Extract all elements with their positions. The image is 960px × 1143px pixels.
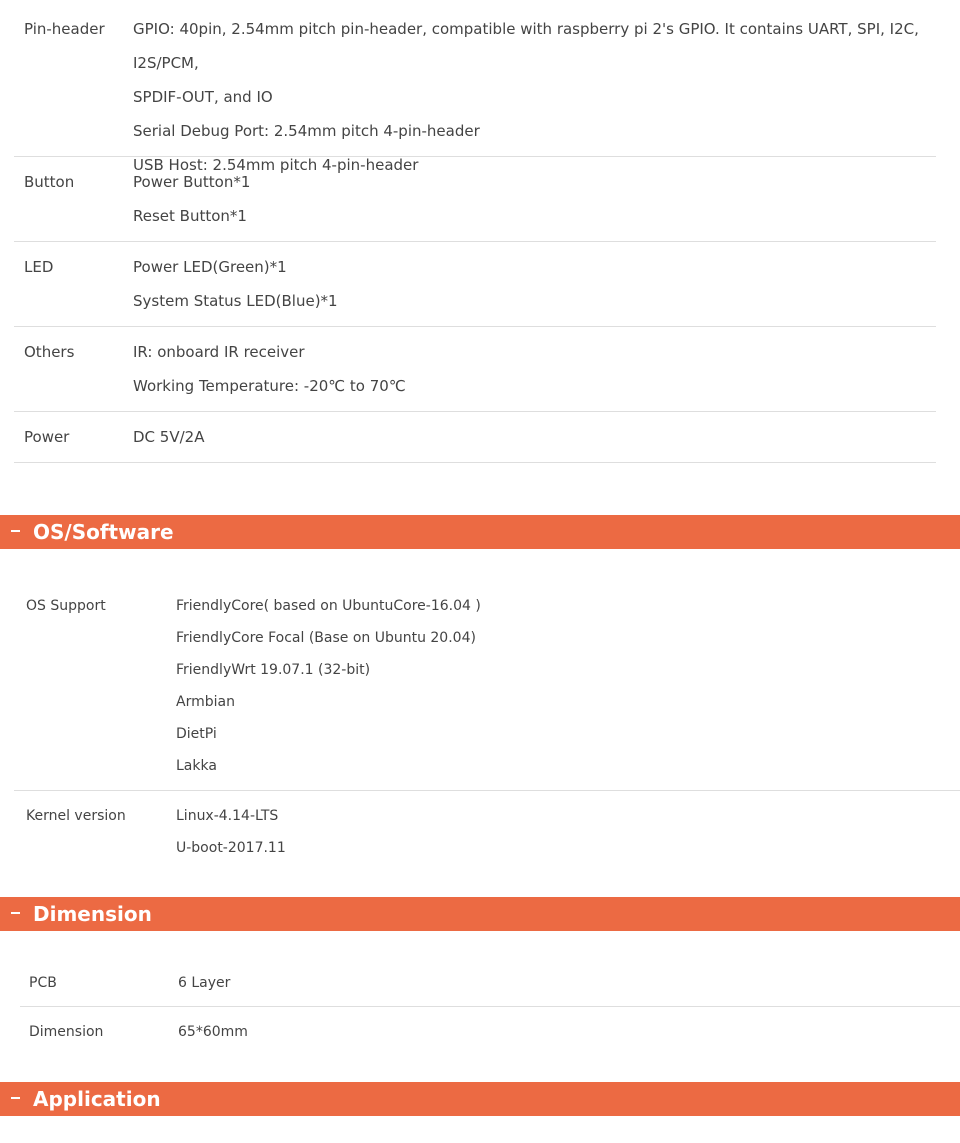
spec-value-line: IR: onboard IR receiver: [133, 343, 305, 361]
section-title: Application: [33, 1087, 161, 1111]
hardware-spec-table: [14, 0, 936, 463]
dimension-table: [20, 966, 960, 1055]
spec-value-line: USB Host: 2.54mm pitch 4-pin-header: [133, 156, 419, 174]
spec-value-line: Power LED(Green)*1: [133, 258, 287, 276]
spec-label: Pin-header: [24, 20, 105, 38]
spec-value-line: GPIO: 40pin, 2.54mm pitch pin-header, compatible with raspberry pi 2's GPIO. It contains UART, SPI, I2C, I2S/PCM,: [133, 20, 919, 72]
minus-icon: [11, 912, 20, 914]
spec-value-line: DietPi: [176, 726, 217, 742]
section-title: OS/Software: [33, 520, 174, 544]
spec-row-led: [14, 242, 936, 327]
spec-value-line: Armbian: [176, 694, 235, 710]
minus-icon: [11, 1097, 20, 1099]
spec-value-line: FriendlyCore Focal (Base on Ubuntu 20.04): [176, 630, 476, 646]
spec-row-dimension: [20, 1007, 960, 1055]
section-header-dimension[interactable]: [0, 897, 960, 931]
spec-value-line: Working Temperature: -20℃ to 70℃: [133, 377, 406, 395]
spec-row-power: [14, 412, 936, 463]
spec-value-line: Linux-4.14-LTS: [176, 808, 279, 824]
spec-row-os-support: [14, 590, 960, 791]
spec-value-line: DC 5V/2A: [133, 428, 205, 446]
spec-value: 65*60mm: [178, 1024, 248, 1040]
spec-value-line: Serial Debug Port: 2.54mm pitch 4-pin-header: [133, 122, 480, 140]
os-software-table: [14, 590, 960, 881]
spec-label: Kernel version: [26, 808, 126, 824]
spec-value-line: Power Button*1: [133, 173, 251, 191]
spec-label: Dimension: [29, 1024, 104, 1040]
spec-value-line: Lakka: [176, 758, 217, 774]
spec-row-kernel-version: [14, 791, 960, 881]
spec-row-others: [14, 327, 936, 412]
spec-value-line: SPDIF-OUT, and IO: [133, 88, 273, 106]
spec-value-line: U-boot-2017.11: [176, 840, 286, 856]
spec-row-button: [14, 157, 936, 242]
spec-label: OS Support: [26, 598, 106, 614]
section-header-os-software[interactable]: [0, 515, 960, 549]
spec-label: LED: [24, 258, 54, 276]
spec-label: PCB: [29, 975, 57, 991]
spec-label: Power: [24, 428, 70, 446]
spec-label: Button: [24, 173, 75, 191]
spec-value: 6 Layer: [178, 975, 231, 991]
spec-value-line: FriendlyWrt 19.07.1 (32-bit): [176, 662, 371, 678]
minus-icon: [11, 530, 20, 532]
spec-value-line: Reset Button*1: [133, 207, 247, 225]
section-header-application[interactable]: [0, 1082, 960, 1116]
spec-row-pin-header: [14, 0, 936, 174]
spec-row-pcb: [20, 966, 960, 1007]
section-title: Dimension: [33, 902, 152, 926]
spec-value-line: System Status LED(Blue)*1: [133, 292, 338, 310]
spec-value-line: FriendlyCore( based on UbuntuCore-16.04 ): [176, 598, 481, 614]
spec-label: Others: [24, 343, 75, 361]
